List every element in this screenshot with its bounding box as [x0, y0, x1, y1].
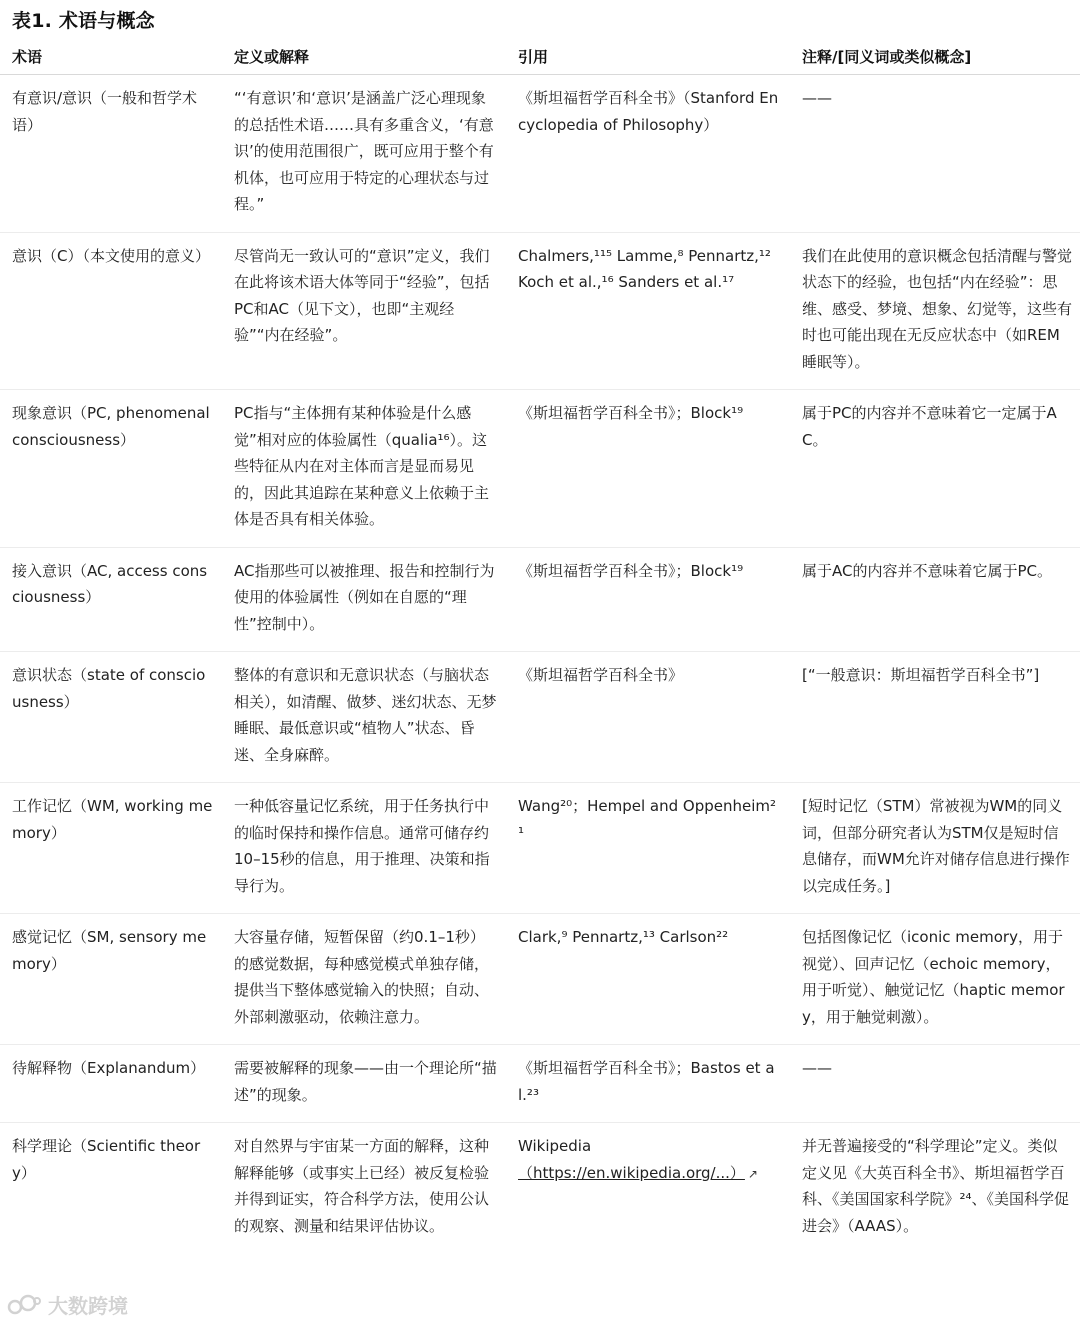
table-row — [0, 783, 1080, 914]
table-header-row — [0, 40, 1080, 75]
cell-term: 意识状态（state of consciousness） — [0, 652, 222, 783]
cell-note: 属于PC的内容并不意味着它一定属于AC。 — [790, 390, 1080, 548]
header-term: 术语 — [0, 40, 222, 75]
terms-table — [0, 40, 1080, 1253]
cell-note: 属于AC的内容并不意味着它属于PC。 — [790, 547, 1080, 652]
watermark-text: 大数跨境 — [48, 1294, 128, 1318]
cell-term: 意识（C）（本文使用的意义） — [0, 232, 222, 390]
cell-definition: “‘有意识’和‘意识’是涵盖广泛心理现象的总括性术语……具有多重含义，‘有意识’的使用范围很广，既可应用于整个有机体，也可应用于特定的心理状态与过程。” — [222, 75, 506, 233]
table-row — [0, 652, 1080, 783]
cell-definition: 整体的有意识和无意识状态（与脑状态相关），如清醒、做梦、迷幻状态、无梦睡眠、最低意识或“植物人”状态、昏迷、全身麻醉。 — [222, 652, 506, 783]
cell-note: 并无普遍接受的“科学理论”定义。类似定义见《大英百科全书》、斯坦福哲学百科、《美国国家科学院》²⁴、《美国科学促进会》（AAAS）。 — [802, 1137, 1070, 1235]
cell-citation: 《斯坦福哲学百科全书》；Block¹⁹ — [506, 390, 790, 548]
cell-citation: Chalmers,¹¹⁵ Lamme,⁸ Pennartz,¹² Koch et al.,¹⁶ Sanders et al.¹⁷ — [506, 232, 790, 390]
citation-text: Wikipedia — [518, 1137, 592, 1155]
cell-definition: 需要被解释的现象——由一个理论所“描述”的现象。 — [222, 1045, 506, 1123]
cell-term: 现象意识（PC, phenomenal consciousness） — [0, 390, 222, 548]
cell-note: [短时记忆（STM）常被视为WM的同义词，但部分研究者认为STM仅是短时信息储存，而WM允许对储存信息进行操作以完成任务。] — [790, 783, 1080, 914]
cell-note: —— — [790, 75, 1080, 233]
watermark-logo-icon — [6, 1293, 42, 1317]
cell-note: 包括图像记忆（iconic memory，用于视觉）、回声记忆（echoic memory，用于听觉）、触觉记忆（haptic memory，用于触觉刺激）。 — [790, 914, 1080, 1045]
table-row — [0, 1045, 1080, 1123]
cell-definition: 一种低容量记忆系统，用于任务执行中的临时保持和操作信息。通常可储存约10–15秒的信息，用于推理、决策和指导行为。 — [222, 783, 506, 914]
table-title: 表1. 术语与概念 — [12, 10, 155, 32]
header-note: 注释/[同义词或类似概念] — [790, 40, 1080, 75]
cell-citation: 《斯坦福哲学百科全书》（Stanford Encyclopedia of Philosophy） — [506, 75, 790, 233]
cell-citation — [506, 1123, 790, 1254]
cell-definition: 对自然界与宇宙某一方面的解释，这种解释能够（或事实上已经）被反复检验并得到证实，符合科学方法，使用公认的观察、测量和结果评估协议。 — [234, 1137, 490, 1235]
cell-citation: 《斯坦福哲学百科全书》 — [506, 652, 790, 783]
cell-citation: 《斯坦福哲学百科全书》；Bastos et al.²³ — [506, 1045, 790, 1123]
cell-citation: 《斯坦福哲学百科全书》；Block¹⁹ — [506, 547, 790, 652]
table-row — [0, 232, 1080, 390]
table-row — [0, 914, 1080, 1045]
cell-definition: 大容量存储，短暂保留（约0.1–1秒）的感觉数据，每种感觉模式单独存储，提供当下整体感觉输入的快照；自动、外部刺激驱动，依赖注意力。 — [222, 914, 506, 1045]
cell-citation: Wang²⁰；Hempel and Oppenheim²¹ — [506, 783, 790, 914]
cell-definition: AC指那些可以被推理、报告和控制行为使用的体验属性（例如在自愿的“理性”控制中）。 — [222, 547, 506, 652]
cell-term: 待解释物（Explanandum） — [0, 1045, 222, 1123]
cell-definition: 尽管尚无一致认可的“意识”定义，我们在此将该术语大体等同于“经验”，包括PC和AC（见下文），也即“主观经验”“内在经验”。 — [222, 232, 506, 390]
wikipedia-link[interactable]: （https://en.wikipedia.org/...） — [518, 1163, 745, 1182]
cell-definition: PC指与“主体拥有某种体验是什么感觉”相对应的体验属性（qualia¹⁶）。这些特征从内在对主体而言是显而易见的，因此其追踪在某种意义上依赖于主体是否具有相关体验。 — [222, 390, 506, 548]
cell-term: 接入意识（AC, access consciousness） — [0, 547, 222, 652]
table-row — [0, 390, 1080, 548]
table-row — [0, 75, 1080, 233]
table-row — [0, 547, 1080, 652]
cell-term: 工作记忆（WM, working memory） — [0, 783, 222, 914]
table-row — [0, 1123, 1080, 1254]
external-link-icon[interactable]: ↗ — [747, 1166, 758, 1181]
cell-term: 科学理论（Scientific theory） — [12, 1137, 201, 1182]
header-definition: 定义或解释 — [222, 40, 506, 75]
cell-term: 有意识/意识（一般和哲学术语） — [0, 75, 222, 233]
cell-note: —— — [790, 1045, 1080, 1123]
cell-note: [“一般意识：斯坦福哲学百科全书”] — [790, 652, 1080, 783]
cell-term: 感觉记忆（SM, sensory memory） — [0, 914, 222, 1045]
header-citation: 引用 — [506, 40, 790, 75]
cell-note: 我们在此使用的意识概念包括清醒与警觉状态下的经验，也包括“内在经验”：思维、感受、梦境、想象、幻觉等，这些有时也可能出现在无反应状态中（如REM睡眠等）。 — [790, 232, 1080, 390]
watermark — [6, 1290, 128, 1319]
cell-citation: Clark,⁹ Pennartz,¹³ Carlson²² — [506, 914, 790, 1045]
